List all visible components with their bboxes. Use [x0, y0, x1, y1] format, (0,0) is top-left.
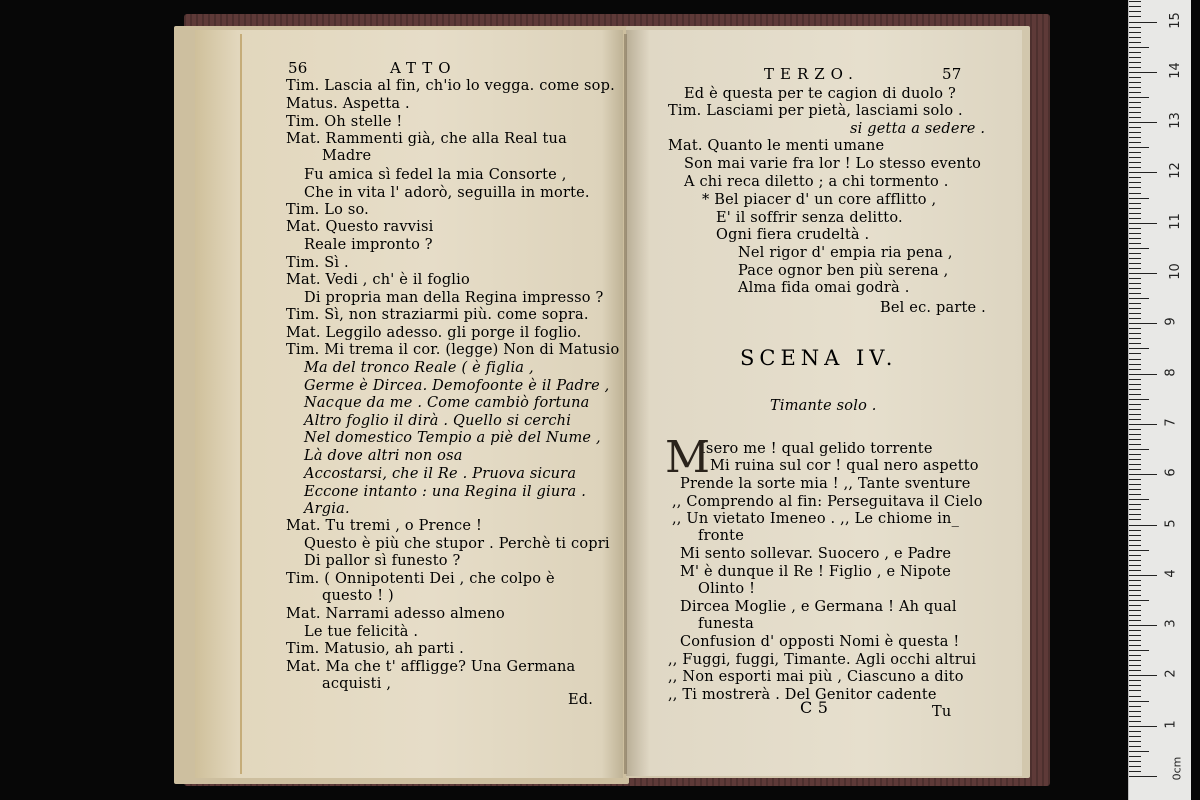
left-text-line: Nel domestico Tempio a piè del Nume ,	[304, 430, 601, 446]
ruler-tick	[1129, 675, 1157, 676]
left-text-line: Fu amica sì fedel la mia Consorte ,	[304, 167, 567, 183]
ruler-tick	[1129, 605, 1141, 606]
ruler-tick	[1129, 147, 1149, 148]
ruler-tick	[1129, 298, 1149, 299]
ruler-tick	[1129, 514, 1141, 515]
ruler-tick	[1129, 92, 1141, 93]
ruler-tick	[1129, 484, 1141, 485]
left-text-line: Mat. Vedi , ch' è il foglio	[286, 272, 470, 288]
ruler-tick	[1129, 696, 1141, 697]
ruler-tick	[1129, 394, 1141, 395]
left-text-line: Tim. Matusio, ah parti .	[286, 641, 464, 657]
ruler-tick	[1129, 157, 1141, 158]
ruler-tick	[1129, 670, 1141, 671]
ruler-tick	[1129, 11, 1141, 12]
ruler-tick	[1129, 208, 1141, 209]
left-text-line: Argia.	[304, 501, 350, 517]
ruler-number: 6	[1163, 468, 1179, 477]
ruler-tick	[1129, 419, 1141, 420]
ruler-tick	[1129, 535, 1141, 536]
ruler-number: 2	[1163, 669, 1179, 679]
ruler-tick	[1129, 479, 1141, 480]
right-running-head: TERZO.	[764, 65, 859, 83]
ruler-tick	[1129, 182, 1141, 183]
ruler-tick	[1129, 650, 1149, 651]
ruler-tick	[1129, 545, 1141, 546]
ruler-tick	[1129, 489, 1141, 490]
left-text-line: Germe è Dircea. Demofoonte è il Padre ,	[304, 378, 610, 394]
ruler-tick	[1129, 499, 1149, 500]
ruler-tick	[1129, 238, 1141, 239]
right-text-line: ,, Ti mostrerà . Del Genitor cadente	[668, 687, 937, 703]
ruler-tick	[1129, 776, 1157, 777]
ruler-tick	[1129, 565, 1141, 566]
right-text-line: Son mai varie fra lor ! Lo stesso evento	[684, 156, 982, 172]
ruler-tick	[1129, 504, 1141, 505]
measurement-ruler	[1128, 0, 1191, 800]
right-text-line: Isero me ! qual gelido torrente	[700, 441, 933, 457]
ruler-tick	[1129, 771, 1141, 772]
ruler-tick	[1129, 77, 1141, 78]
ruler-tick	[1129, 112, 1141, 113]
ruler-tick	[1129, 258, 1141, 259]
left-text-line: Tim. Lo so.	[286, 202, 369, 218]
right-page-number: 57	[942, 65, 962, 83]
ruler-tick	[1129, 530, 1141, 531]
left-text-line: Ma del tronco Reale ( è figlia ,	[304, 360, 534, 376]
ruler-tick	[1129, 640, 1141, 641]
left-text-line: acquisti ,	[322, 676, 392, 692]
ruler-tick	[1129, 162, 1141, 163]
ruler-tick	[1129, 519, 1141, 520]
left-text-line: Mat. Narrami adesso almeno	[286, 606, 505, 622]
ruler-tick	[1129, 37, 1141, 38]
ruler-tick	[1129, 630, 1141, 631]
ruler-tick	[1129, 323, 1157, 324]
ruler-tick	[1129, 152, 1141, 153]
ruler-tick	[1129, 318, 1141, 319]
ruler-tick	[1129, 6, 1141, 7]
right-text-line: Mat. Quanto le menti umane	[668, 138, 885, 154]
right-text-line: M' è dunque il Re ! Figlio , e Nipote	[680, 564, 951, 580]
ruler-tick	[1129, 525, 1157, 526]
left-text-line: Accostarsi, che il Re . Pruova sicura	[304, 466, 577, 482]
ruler-number: 14	[1167, 62, 1183, 79]
ruler-number: 15	[1167, 11, 1183, 29]
ruler-tick	[1129, 756, 1141, 757]
ruler-tick	[1129, 97, 1149, 98]
ruler-tick	[1129, 766, 1141, 767]
ruler-tick	[1129, 595, 1141, 596]
ruler-tick	[1129, 701, 1149, 702]
ruler-tick	[1129, 550, 1149, 551]
left-text-line: Mat. Leggilo adesso. gli porge il foglio.	[286, 325, 582, 341]
ruler-tick	[1129, 67, 1141, 68]
ruler-tick	[1129, 213, 1141, 214]
ruler-tick	[1129, 751, 1149, 752]
left-text-line: Tim. Oh stelle !	[286, 114, 403, 130]
ruler-tick	[1129, 369, 1141, 370]
left-text-line: Reale impronto ?	[304, 237, 433, 253]
ruler-tick	[1129, 635, 1141, 636]
right-text-line: Tim. Lasciami per pietà, lasciami solo .	[668, 103, 963, 119]
ruler-unit: 0cm	[1170, 756, 1184, 781]
ruler-tick	[1129, 72, 1157, 73]
ruler-tick	[1129, 424, 1157, 425]
ruler-tick	[1129, 444, 1141, 445]
ruler-tick	[1129, 746, 1141, 747]
ruler-tick	[1129, 107, 1141, 108]
ruler-tick	[1129, 16, 1141, 17]
ruler-number: 9	[1163, 317, 1179, 326]
right-text-line: ,, Comprendo al fin: Perseguitava il Cielo	[672, 494, 983, 510]
ruler-tick	[1129, 570, 1141, 571]
left-text-line: Mat. Ma che t' affligge? Una Germana	[286, 659, 576, 675]
ruler-tick	[1129, 711, 1141, 712]
ruler-tick	[1129, 283, 1141, 284]
ruler-tick	[1129, 716, 1141, 717]
left-text-line: Eccone intanto : una Regina il giura .	[304, 484, 587, 500]
ruler-tick	[1129, 414, 1141, 415]
ruler-tick	[1129, 328, 1141, 329]
ruler-tick	[1129, 42, 1141, 43]
ruler-tick	[1129, 127, 1141, 128]
ruler-tick	[1129, 57, 1141, 58]
ruler-tick	[1129, 389, 1141, 390]
ruler-tick	[1129, 218, 1141, 219]
ruler-number: 1	[1163, 720, 1179, 729]
ruler-tick	[1129, 741, 1141, 742]
right-text-line: Mi ruina sul cor ! qual nero aspetto	[710, 458, 979, 474]
left-text-line: Tim. ( Onnipotenti Dei , che colpo è	[286, 571, 555, 587]
ruler-tick	[1129, 706, 1141, 707]
ruler-tick	[1129, 117, 1141, 118]
right-text-line: E' il soffrir senza delitto.	[716, 210, 903, 226]
ruler-tick	[1129, 374, 1157, 375]
ruler-tick	[1129, 615, 1141, 616]
right-text-line: Confusion d' opposti Nomi è questa !	[680, 634, 960, 650]
ruler-tick	[1129, 399, 1149, 400]
left-text-line: Mat. Tu tremi , o Prence !	[286, 518, 482, 534]
ruler-tick	[1129, 685, 1141, 686]
ruler-number: 12	[1167, 162, 1183, 180]
ruler-tick	[1129, 660, 1141, 661]
right-text-line: Timante solo .	[770, 398, 877, 414]
ruler-tick	[1129, 233, 1141, 234]
left-text-line: Altro foglio il dirà . Quello si cerchi	[304, 413, 572, 429]
right-text-line: si getta a sedere .	[850, 121, 986, 137]
ruler-tick	[1129, 690, 1141, 691]
left-text-line: Mat. Rammenti già, che alla Real tua	[286, 131, 567, 147]
ruler-tick	[1129, 655, 1141, 656]
ruler-tick	[1129, 726, 1157, 727]
right-catchword: Tu	[932, 704, 952, 720]
left-page-number: 56	[288, 59, 308, 77]
signature-mark: C 5	[800, 698, 829, 717]
ruler-number: 7	[1163, 418, 1179, 427]
left-text-line: Tim. Sì, non straziarmi più. come sopra.	[286, 307, 589, 323]
right-text-line: fronte	[698, 528, 744, 544]
drop-cap: M	[665, 432, 711, 483]
left-text-line: Che in vita l' adorò, seguilla in morte.	[304, 185, 590, 201]
left-text-line: Le tue felicità .	[304, 624, 419, 640]
ruler-tick	[1129, 404, 1141, 405]
ruler-tick	[1129, 625, 1157, 626]
right-text-line: Nel rigor d' empia ria pena ,	[738, 245, 953, 261]
ruler-tick	[1129, 645, 1141, 646]
ruler-tick	[1129, 409, 1141, 410]
ruler-number: 5	[1163, 518, 1179, 528]
ruler-tick	[1129, 384, 1141, 385]
right-text-line: Ogni fiera crudeltà .	[716, 227, 870, 243]
ruler-tick	[1129, 474, 1157, 475]
ruler-tick	[1129, 172, 1157, 173]
ruler-tick	[1129, 187, 1141, 188]
ruler-tick	[1129, 364, 1141, 365]
ruler-tick	[1129, 87, 1141, 88]
right-text-line: Olinto !	[698, 581, 756, 597]
ruler-tick	[1129, 228, 1141, 229]
left-running-head: ATTO	[390, 59, 457, 77]
right-text-line: Mi sento sollevar. Suocero , e Padre	[680, 546, 952, 562]
ruler-number: 8	[1163, 367, 1179, 377]
right-text-line: ,, Non esporti mai più , Ciascuno a dito	[668, 669, 964, 685]
ruler-tick	[1129, 353, 1141, 354]
right-text-line: * Bel piacer d' un core afflitto ,	[702, 192, 937, 208]
ruler-tick	[1129, 449, 1149, 450]
ruler-number: 10	[1167, 263, 1183, 280]
ruler-tick	[1129, 1, 1141, 2]
left-text-line: Mat. Questo ravvisi	[286, 219, 434, 235]
ruler-tick	[1129, 313, 1141, 314]
ruler-tick	[1129, 600, 1149, 601]
ruler-tick	[1129, 429, 1141, 430]
ruler-tick	[1129, 434, 1141, 435]
ruler-tick	[1129, 580, 1141, 581]
ruler-tick	[1129, 348, 1149, 349]
ruler-tick	[1129, 47, 1149, 48]
ruler-tick	[1129, 288, 1141, 289]
ruler-tick	[1129, 731, 1141, 732]
right-text-line: Pace ognor ben più serena ,	[738, 263, 949, 279]
ruler-number: 11	[1167, 212, 1183, 230]
ruler-tick	[1129, 263, 1141, 264]
right-text-line: Ed è questa per te cagion di duolo ?	[684, 86, 957, 102]
ruler-tick	[1129, 680, 1141, 681]
ruler-tick	[1129, 494, 1141, 495]
left-text-line: Matus. Aspetta .	[286, 96, 410, 112]
ruler-tick	[1129, 248, 1149, 249]
ruler-tick	[1129, 379, 1141, 380]
ruler-tick	[1129, 203, 1141, 204]
ruler-tick	[1129, 560, 1141, 561]
left-text-line: Questo è più che stupor . Perchè ti copri	[304, 536, 610, 552]
ruler-tick	[1129, 177, 1141, 178]
ruler-tick	[1129, 761, 1141, 762]
ruler-tick	[1129, 333, 1141, 334]
ruler-tick	[1129, 253, 1141, 254]
left-text-line: Di propria man della Regina impresso ?	[304, 290, 604, 306]
right-text-line: Prende la sorte mia ! ,, Tante sventure	[680, 476, 971, 492]
right-text-line: ,, Fuggi, fuggi, Timante. Agli occhi altrui	[668, 652, 977, 668]
right-text-line: Alma fida omai godrà .	[738, 280, 910, 296]
left-text-line: Di pallor sì funesto ?	[304, 553, 461, 569]
ruler-tick	[1129, 167, 1141, 168]
ruler-tick	[1129, 122, 1157, 123]
ruler-tick	[1129, 585, 1141, 586]
ruler-tick	[1129, 459, 1141, 460]
right-text-line: funesta	[698, 616, 754, 632]
ruler-tick	[1129, 52, 1141, 53]
ruler-tick	[1129, 555, 1141, 556]
ruler-tick	[1129, 620, 1141, 621]
ruler-tick	[1129, 575, 1157, 576]
ruler-tick	[1129, 223, 1157, 224]
ruler-tick	[1129, 32, 1141, 33]
ruler-tick	[1129, 62, 1141, 63]
ruler-tick	[1129, 243, 1141, 244]
left-text-line: Madre	[322, 148, 372, 164]
ruler-tick	[1129, 102, 1141, 103]
left-text-line: Tim. Lascia al fin, ch'io lo vegga. come sop.	[286, 78, 615, 94]
ruler-tick	[1129, 439, 1141, 440]
ruler-tick	[1129, 540, 1141, 541]
ruler-tick	[1129, 343, 1141, 344]
ruler-tick	[1129, 22, 1157, 23]
ruler-tick	[1129, 736, 1141, 737]
ruler-number: 4	[1163, 569, 1179, 578]
ruler-tick	[1129, 193, 1141, 194]
ruler-tick	[1129, 469, 1141, 470]
ruler-tick	[1129, 359, 1141, 360]
ruler-tick	[1129, 665, 1141, 666]
left-text-line: questo ! )	[322, 588, 394, 604]
right-text-line: ,, Un vietato Imeneo . ,, Le chiome in_	[672, 511, 960, 527]
ruler-tick	[1129, 142, 1141, 143]
left-text-line: Tim. Sì .	[286, 255, 349, 271]
left-catchword: Ed.	[568, 692, 594, 708]
ruler-tick	[1129, 721, 1141, 722]
ruler-number: 13	[1167, 112, 1183, 129]
left-text-line: Tim. Mi trema il cor. (legge) Non di Matusio	[286, 342, 620, 358]
left-text-line: Nacque da me . Come cambiò fortuna	[304, 395, 590, 411]
ruler-tick	[1129, 198, 1149, 199]
left-text-line: Là dove altri non osa	[304, 448, 463, 464]
ruler-tick	[1129, 338, 1141, 339]
ruler-tick	[1129, 590, 1141, 591]
ruler-tick	[1129, 27, 1141, 28]
scene-heading: SCENA IV.	[740, 346, 898, 370]
right-text-line: Dircea Moglie , e Germana ! Ah qual	[680, 599, 957, 615]
ruler-tick	[1129, 273, 1157, 274]
ruler-tick	[1129, 509, 1141, 510]
ruler-tick	[1129, 132, 1141, 133]
ruler-number: 3	[1163, 619, 1179, 628]
ruler-tick	[1129, 303, 1141, 304]
ruler-tick	[1129, 278, 1141, 279]
ruler-tick	[1129, 293, 1141, 294]
right-text-line: A chi reca diletto ; a chi tormento .	[684, 174, 949, 190]
ruler-tick	[1129, 82, 1141, 83]
right-text-line: Bel ec. parte .	[880, 300, 986, 316]
left-page-fold-line	[240, 34, 242, 774]
ruler-tick	[1129, 268, 1141, 269]
ruler-tick	[1129, 464, 1141, 465]
gutter	[624, 34, 627, 774]
ruler-tick	[1129, 454, 1141, 455]
ruler-tick	[1129, 610, 1141, 611]
ruler-tick	[1129, 308, 1141, 309]
ruler-tick	[1129, 137, 1141, 138]
